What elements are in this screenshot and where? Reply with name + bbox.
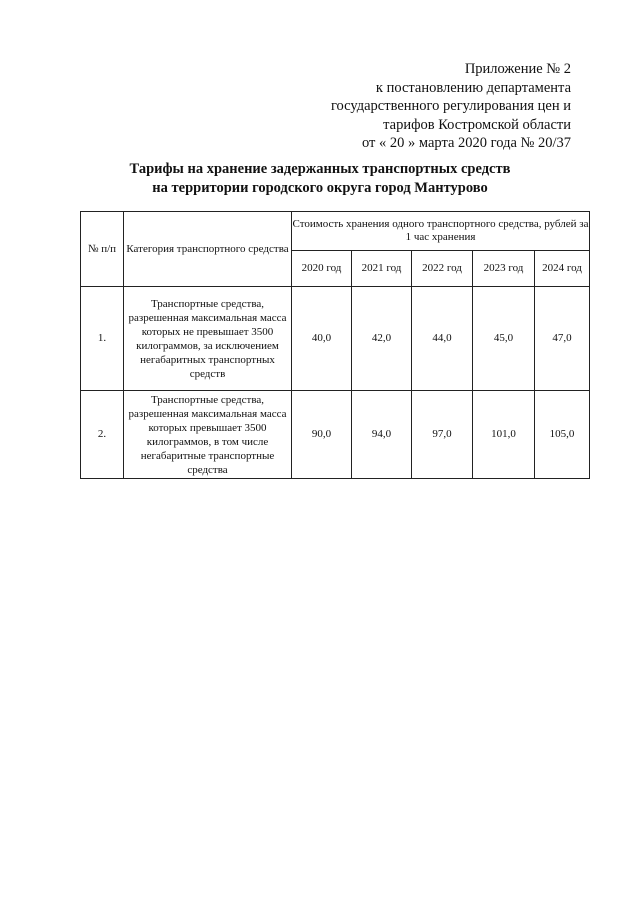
tariff-value: 90,0 <box>292 391 352 479</box>
tariff-value: 47,0 <box>535 287 590 391</box>
tariff-value: 44,0 <box>412 287 473 391</box>
title-line-1: Тарифы на хранение задержанных транспортных средств <box>129 161 511 177</box>
header-row-number: № п/п <box>81 212 124 287</box>
appendix-line-4: тарифов Костромской области <box>383 116 571 133</box>
table-row <box>81 391 590 479</box>
tariff-value: 42,0 <box>352 287 412 391</box>
vehicle-category: Транспортные средства, разрешенная максимальная масса которых превышает 3500 килограммов, в том числе негабаритные транспортные средства <box>124 391 292 479</box>
tariff-value: 94,0 <box>352 391 412 479</box>
row-number: 2. <box>81 391 124 479</box>
appendix-block <box>271 60 571 153</box>
table-row <box>81 287 590 391</box>
header-storage-cost: Стоимость хранения одного транспортного средства, рублей за 1 час хранения <box>292 212 590 251</box>
tariff-value: 101,0 <box>473 391 535 479</box>
appendix-line-2: к постановлению департамента <box>375 79 571 96</box>
header-year-2021: 2021 год <box>352 251 412 287</box>
tariff-value: 45,0 <box>473 287 535 391</box>
header-category: Категория транспортного средства <box>124 212 292 287</box>
appendix-line-1: Приложение № 2 <box>464 61 571 77</box>
header-year-2023: 2023 год <box>473 251 535 287</box>
header-year-2024: 2024 год <box>535 251 590 287</box>
header-year-2022: 2022 год <box>412 251 473 287</box>
row-number: 1. <box>81 287 124 391</box>
header-year-2020: 2020 год <box>292 251 352 287</box>
tariff-table <box>80 211 590 479</box>
title-line-2: на территории городского округа город Мантурово <box>152 179 488 196</box>
appendix-line-3: государственного регулирования цен и <box>330 98 571 114</box>
document-title <box>0 160 640 197</box>
tariff-value: 105,0 <box>535 391 590 479</box>
tariff-value: 40,0 <box>292 287 352 391</box>
appendix-line-5: от « 20 » марта 2020 года № 20/37 <box>361 135 571 151</box>
tariff-value: 97,0 <box>412 391 473 479</box>
vehicle-category: Транспортные средства, разрешенная максимальная масса которых не превышает 3500 килограммов, за исключением негабаритных транспортных средств <box>124 287 292 391</box>
